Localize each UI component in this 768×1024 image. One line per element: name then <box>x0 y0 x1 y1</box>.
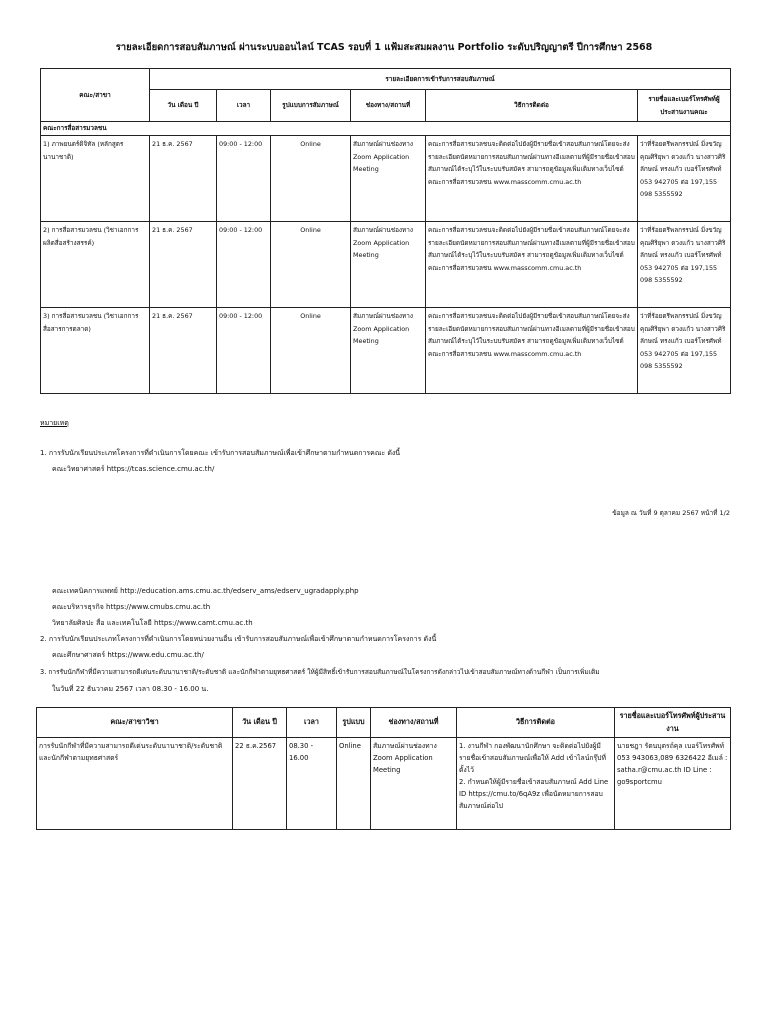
cell-contact: คณะการสื่อสารมวลชนจะติดต่อไปยังผู้มีรายชื่อเข้าสอบสัมภาษณ์โดยจะส่งรายละเอียดนัดหมายการสอบสัมภาษณ์ผ่านทางอีเมลตามที่ผู้มีรายชื่อเข้าสอบสัมภาษณ์ได้ระบุไว้ในระบบรับสมัคร สามารถดูข้อมูลเพิ่มเติมทางเว็บไซต์คณะการสื่อสารมวลชน www.masscomm.cmu.ac.th <box>426 222 638 308</box>
cell-program: 3) การสื่อสารมวลชน (วิชาเอกการสื่อสารการตลาด) <box>41 308 150 394</box>
cell-time: 09:00 - 12:00 <box>217 222 271 308</box>
header-time: เวลา <box>217 90 271 122</box>
cell-time: 09:00 - 12:00 <box>217 308 271 394</box>
header-group: รายละเอียดการเข้ารับการสอบสัมภาษณ์ <box>150 69 731 90</box>
cell-program: 2) การสื่อสารมวลชน (วิชาเอกการผลิตสื่อสร้างสรรค์) <box>41 222 150 308</box>
cell-coordinator: ว่าที่ร้อยตรีพลกรรปณ์ มิ่งขวัญ คุณศิริยุพา ดวงแก้ว นางสาวศิริลักษณ์ ทรงแก้ว เบอร์โทรศัพท์ 053 942705 ต่อ 197,155 098 5355592 <box>638 136 731 222</box>
contact-step-1: 1. งานกีฬา กองพัฒนานักศึกษา จะติดต่อไปยังผู้มีรายชื่อเข้าสอบสัมภาษณ์เพื่อให้ Add เข้าไลน์กรุ๊ปที่ตั้งไว้ <box>459 742 606 774</box>
note-3a: ในวันที่ 22 ธันวาคม 2567 เวลา 08.30 - 16.00 น. <box>52 685 209 693</box>
cell-coordinator: ว่าที่ร้อยตรีพลกรรปณ์ มิ่งขวัญ คุณศิริยุพา ดวงแก้ว นางสาวศิริลักษณ์ ทรงแก้ว เบอร์โทรศัพท์ 053 942705 ต่อ 197,155 098 5355592 <box>638 308 731 394</box>
header-coordinator: รายชื่อและเบอร์โทรศัพท์ผู้ประสานงานคณะ <box>638 90 731 122</box>
header-format: รูปแบบการสัมภาษณ์ <box>271 90 351 122</box>
cell-program: 1) ภาพยนตร์ดิจิทัล (หลักสูตรนานาชาติ) <box>41 136 150 222</box>
contact-step-2: 2. กำหนดให้ผู้มีรายชื่อเข้าสอบสัมภาษณ์ Add Line ID https://cmu.to/6qA9z เพื่อนัดหมายการสอบสัมภาษณ์ต่อไป <box>459 778 609 810</box>
header-program: คณะ/สาขาวิชา <box>37 708 233 738</box>
header-channel: ช่องทาง/สถานที่ <box>371 708 457 738</box>
table-row <box>41 222 731 308</box>
note-2: 2. การรับนักเรียนประเภทโครงการที่ดำเนินการโดยหน่วยงานอื่น เข้ารับการสอบสัมภาษณ์เพื่อเข้าศึกษาตามกำหนดการโครงการ ดังนี้ <box>40 635 437 643</box>
page-footer: ข้อมูล ณ วันที่ 9 ตุลาคม 2567 หน้าที่ 1/2 <box>612 509 730 517</box>
header-channel: ช่องทาง/สถานที่ <box>351 90 426 122</box>
cell-program: การรับนักกีฬาที่มีความสามารถดีเด่นระดับนานาชาติ/ระดับชาติ และนักกีฬาตามยุทธศาสตร์ <box>37 738 233 830</box>
table-row <box>41 136 731 222</box>
note-3: 3. การรับนักกีฬาที่มีความสามารถดีเด่นระดับนานาชาติ/ระดับชาติ และนักกีฬาตามยุทธศาสตร์ ให้ผู้มีสิทธิ์เข้ารับการสอบสัมภาษณ์ในโครงการดังกล่าวไปเข้าสอบสัมภาษณ์ทางด้านกีฬา เป็นการเพิ่มเติม <box>40 668 600 676</box>
cell-time: 09:00 - 12:00 <box>217 136 271 222</box>
header-format: รูปแบบ <box>337 708 371 738</box>
cell-time: 08.30 - 16.00 <box>287 738 337 830</box>
cell-contact <box>457 738 615 830</box>
cell-date: 21 ธ.ค. 2567 <box>150 136 217 222</box>
header-program: คณะ/สาขา <box>41 69 150 122</box>
header-coordinator: รายชื่อและเบอร์โทรศัพท์ผู้ประสานงาน <box>615 708 731 738</box>
note-2a: คณะศึกษาศาสตร์ https://www.edu.cmu.ac.th/ <box>52 651 204 659</box>
note-1a: คณะวิทยาศาสตร์ https://tcas.science.cmu.ac.th/ <box>52 465 215 473</box>
cell-date: 21 ธ.ค. 2567 <box>150 308 217 394</box>
cell-format: Online <box>271 136 351 222</box>
cell-channel: สัมภาษณ์ผ่านช่องทาง Zoom Application Meeting <box>351 222 426 308</box>
header-contact: วิธีการติดต่อ <box>426 90 638 122</box>
notes-heading: หมายเหตุ <box>40 419 69 427</box>
note-1: 1. การรับนักเรียนประเภทโครงการที่ดำเนินการโดยคณะ เข้ารับการสอบสัมภาษณ์เพื่อเข้าศึกษาตามกำหนดการคณะ ดังนี้ <box>40 449 401 457</box>
note-1c: คณะบริหารธุรกิจ https://www.cmubs.cmu.ac.th <box>52 603 211 611</box>
cell-contact: คณะการสื่อสารมวลชนจะติดต่อไปยังผู้มีรายชื่อเข้าสอบสัมภาษณ์โดยจะส่งรายละเอียดนัดหมายการสอบสัมภาษณ์ผ่านทางอีเมลตามที่ผู้มีรายชื่อเข้าสอบสัมภาษณ์ได้ระบุไว้ในระบบรับสมัคร สามารถดูข้อมูลเพิ่มเติมทางเว็บไซต์คณะการสื่อสารมวลชน www.masscomm.cmu.ac.th <box>426 136 638 222</box>
header-date: วัน เดือน ปี <box>233 708 287 738</box>
table-row <box>37 738 731 830</box>
header-date: วัน เดือน ปี <box>150 90 217 122</box>
cell-format: Online <box>271 222 351 308</box>
note-1b: คณะเทคนิคการแพทย์ http://education.ams.cmu.ac.th/edserv_ams/edserv_ugradapply.php <box>52 587 359 595</box>
cell-coordinator: นายชฎา รัตนบุตรถ์คุล เบอร์โทรศัพท์ 053 943063,089 6326422 อีเมล์ : satha.r@cmu.ac.th ID Line : go9sportcmu <box>615 738 731 830</box>
interview-schedule-table <box>40 68 731 394</box>
sports-interview-table <box>36 707 731 830</box>
cell-channel: สัมภาษณ์ผ่านช่องทาง Zoom Application Meeting <box>351 308 426 394</box>
cell-date: 22 ธ.ค.2567 <box>233 738 287 830</box>
header-time: เวลา <box>287 708 337 738</box>
cell-format: Online <box>271 308 351 394</box>
header-contact: วิธีการติดต่อ <box>457 708 615 738</box>
note-1d: วิทยาลัยศิลปะ สื่อ และเทคโนโลยี https://www.camt.cmu.ac.th <box>52 619 253 627</box>
cell-contact: คณะการสื่อสารมวลชนจะติดต่อไปยังผู้มีรายชื่อเข้าสอบสัมภาษณ์โดยจะส่งรายละเอียดนัดหมายการสอบสัมภาษณ์ผ่านทางอีเมลตามที่ผู้มีรายชื่อเข้าสอบสัมภาษณ์ได้ระบุไว้ในระบบรับสมัคร สามารถดูข้อมูลเพิ่มเติมทางเว็บไซต์คณะการสื่อสารมวลชน www.masscomm.cmu.ac.th <box>426 308 638 394</box>
section-faculty: คณะการสื่อสารมวลชน <box>41 122 731 136</box>
cell-channel: สัมภาษณ์ผ่านช่องทาง Zoom Application Meeting <box>371 738 457 830</box>
cell-coordinator: ว่าที่ร้อยตรีพลกรรปณ์ มิ่งขวัญ คุณศิริยุพา ดวงแก้ว นางสาวศิริลักษณ์ ทรงแก้ว เบอร์โทรศัพท์ 053 942705 ต่อ 197,155 098 5355592 <box>638 222 731 308</box>
cell-format: Online <box>337 738 371 830</box>
table-row <box>41 308 731 394</box>
cell-channel: สัมภาษณ์ผ่านช่องทาง Zoom Application Meeting <box>351 136 426 222</box>
cell-date: 21 ธ.ค. 2567 <box>150 222 217 308</box>
page-title: รายละเอียดการสอบสัมภาษณ์ ผ่านระบบออนไลน์ TCAS รอบที่ 1 แฟ้มสะสมผลงาน Portfolio ระดับปริญญาตรี ปีการศึกษา 2568 <box>115 42 653 53</box>
